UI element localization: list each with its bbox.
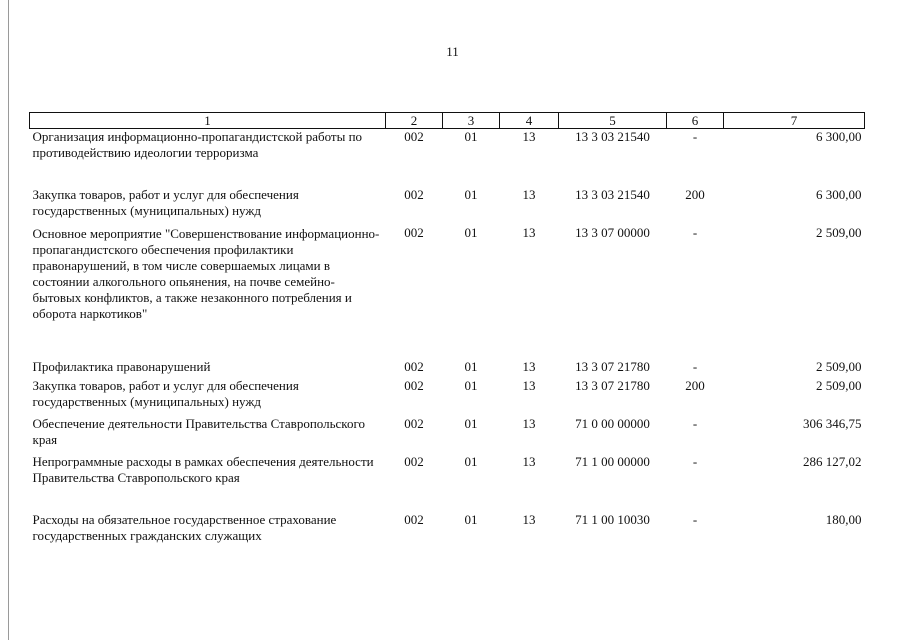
expense-name: Непрограммные расходы в рамках обеспечения деятельности Правительства Ставропольского края <box>32 454 374 485</box>
ministry-code: 002 <box>404 512 424 527</box>
target-article-code: 71 0 00 00000 <box>575 416 650 431</box>
column-header-3: 3 <box>443 113 500 129</box>
table-row <box>30 512 865 550</box>
target-article-code: 13 3 07 21780 <box>575 359 650 374</box>
target-article-code: 71 1 00 10030 <box>575 512 650 527</box>
amount: 6 300,00 <box>816 187 862 202</box>
amount: 6 300,00 <box>816 129 862 144</box>
expense-type-code: - <box>692 359 698 374</box>
expense-type-code: - <box>692 416 698 431</box>
table-row <box>30 378 865 416</box>
ministry-code: 002 <box>404 129 424 144</box>
column-header-6: 6 <box>667 113 724 129</box>
budget-table <box>29 112 865 550</box>
expense-name: Закупка товаров, работ и услуг для обеспечения государственных (муниципальных) нужд <box>32 378 299 409</box>
section-code: 01 <box>464 416 478 431</box>
amount: 306 346,75 <box>803 416 862 431</box>
subsection-code: 13 <box>522 454 536 469</box>
target-article-code: 13 3 07 00000 <box>575 225 650 240</box>
expense-name: Обеспечение деятельности Правительства Ставропольского края <box>32 416 365 447</box>
column-header-5: 5 <box>559 113 667 129</box>
subsection-code: 13 <box>522 225 536 240</box>
section-code: 01 <box>464 129 478 144</box>
amount: 2 509,00 <box>816 378 862 393</box>
expense-name: Профилактика правонарушений <box>32 359 211 374</box>
column-header-4: 4 <box>500 113 559 129</box>
amount: 180,00 <box>825 512 862 527</box>
table-row <box>30 358 865 378</box>
table-row <box>30 129 865 188</box>
expense-type-code: - <box>692 512 698 527</box>
subsection-code: 13 <box>522 129 536 144</box>
subsection-code: 13 <box>522 378 536 393</box>
subsection-code: 13 <box>522 187 536 202</box>
table-row <box>30 454 865 512</box>
page-number: 11 <box>446 44 459 59</box>
expense-name: Расходы на обязательное государственное страхование государственных гражданских служащих <box>32 512 337 543</box>
section-code: 01 <box>464 512 478 527</box>
target-article-code: 13 3 07 21780 <box>575 378 650 393</box>
expense-type-code: 200 <box>685 378 705 393</box>
column-header-1: 1 <box>30 113 386 129</box>
target-article-code: 13 3 03 21540 <box>575 129 650 144</box>
expense-name: Закупка товаров, работ и услуг для обеспечения государственных (муниципальных) нужд <box>32 187 299 218</box>
ministry-code: 002 <box>404 187 424 202</box>
ministry-code: 002 <box>404 378 424 393</box>
expense-name: Основное мероприятие "Совершенствование информационно-пропагандистского обеспечения профилактики правонарушений, в том числе совершаемых лицами в состоянии алкогольного опьянения, на почве семейно-бытовых конфликтов, а также незаконного потребления и оборота наркотиков" <box>32 226 380 321</box>
target-article-code: 13 3 03 21540 <box>575 187 650 202</box>
target-article-code: 71 1 00 00000 <box>575 454 650 469</box>
subsection-code: 13 <box>522 359 536 374</box>
ministry-code: 002 <box>404 359 424 374</box>
subsection-code: 13 <box>522 512 536 527</box>
subsection-code: 13 <box>522 416 536 431</box>
table-row <box>30 225 865 358</box>
table-header-row <box>30 113 865 129</box>
section-code: 01 <box>464 187 478 202</box>
amount: 2 509,00 <box>816 359 862 374</box>
expense-type-code: - <box>692 454 698 469</box>
column-header-2: 2 <box>386 113 443 129</box>
table-row <box>30 187 865 225</box>
section-code: 01 <box>464 359 478 374</box>
expense-type-code: - <box>692 225 698 240</box>
ministry-code: 002 <box>404 416 424 431</box>
table-row <box>30 416 865 454</box>
ministry-code: 002 <box>404 225 424 240</box>
expense-type-code: 200 <box>685 187 705 202</box>
ministry-code: 002 <box>404 454 424 469</box>
amount: 2 509,00 <box>816 225 862 240</box>
section-code: 01 <box>464 225 478 240</box>
expense-type-code: - <box>692 129 698 144</box>
amount: 286 127,02 <box>803 454 862 469</box>
section-code: 01 <box>464 454 478 469</box>
section-code: 01 <box>464 378 478 393</box>
column-header-7: 7 <box>724 113 865 129</box>
expense-name: Организация информационно-пропагандистской работы по противодействию идеологии терроризма <box>32 129 363 160</box>
page-edge-line <box>8 0 9 640</box>
